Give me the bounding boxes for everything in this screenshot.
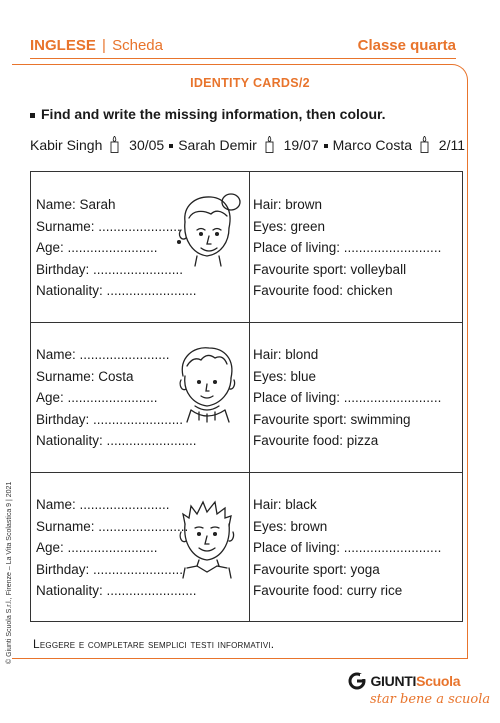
header-divider: | (102, 37, 106, 54)
field-surname: Surname: Costa (36, 368, 134, 384)
subject-text: INGLESE (30, 37, 96, 54)
field-age: Age: ........................ (36, 240, 158, 255)
field-eyes: Eyes: blue (253, 368, 317, 384)
field-sport: Favourite sport: yoga (253, 561, 380, 577)
field-eyes: Eyes: green (253, 218, 326, 234)
field-nationality: Nationality: ........................ (36, 433, 197, 448)
field-hair: Hair: brown (253, 197, 323, 212)
page-title: IDENTITY CARDS/2 (190, 76, 310, 90)
card-right-2 (253, 344, 458, 452)
field-eyes: Eyes: brown (253, 518, 328, 534)
person-item (30, 136, 164, 153)
person-item (333, 136, 465, 153)
header-rule (30, 58, 456, 59)
field-place: Place of living: .......................... (253, 540, 442, 555)
identity-cards-table (30, 171, 463, 622)
field-food: Favourite food: chicken (253, 283, 393, 298)
boy-face-illustration-2 (171, 492, 246, 582)
card-right-1 (253, 194, 458, 302)
field-birthday: Birthday: ........................ (36, 411, 184, 427)
person-name: Kabir Singh (30, 137, 103, 153)
giunti-g-icon (348, 672, 366, 690)
brand-part-b: Scuola (416, 673, 461, 689)
field-name: Name: Sarah (36, 197, 116, 212)
field-birthday: Birthday: ........................ (36, 561, 184, 577)
field-sport: Favourite sport: swimming (253, 411, 411, 427)
brand-name (370, 673, 460, 689)
brand-tagline: star bene a scuola (370, 692, 491, 707)
copyright-notice: © Giunti Scuola S.r.l., Firenze – La Vita Scolastica 9 | 2021 (6, 481, 13, 664)
subject-label (30, 37, 163, 54)
field-hair: Hair: black (253, 497, 317, 512)
field-nationality: Nationality: ........................ (36, 283, 197, 298)
page-header (0, 0, 500, 64)
instruction (30, 106, 386, 122)
sheet-type: Scheda (112, 37, 163, 54)
person-date: 30/05 (129, 137, 165, 153)
person-item (178, 136, 318, 153)
separator-dot (169, 144, 173, 148)
publisher-logo (348, 672, 460, 690)
field-birthday: Birthday: ........................ (36, 261, 184, 277)
person-name: Marco Costa (332, 137, 412, 153)
field-surname: Surname: ...................... (36, 218, 181, 234)
candle-icon (265, 136, 274, 153)
person-date: 2/11 (438, 137, 465, 153)
person-name: Sarah Demir (178, 137, 257, 153)
row-divider (31, 322, 462, 323)
field-age: Age: ........................ (36, 390, 158, 405)
field-food: Favourite food: pizza (253, 433, 379, 448)
people-list (30, 136, 465, 153)
card-right-3 (253, 494, 458, 602)
candle-icon (110, 136, 119, 153)
column-divider (249, 172, 250, 621)
field-name: Name: ........................ (36, 497, 170, 512)
boy-face-illustration (171, 342, 246, 424)
field-hair: Hair: blond (253, 347, 319, 362)
bullet (30, 113, 35, 118)
row-divider (31, 472, 462, 473)
field-age: Age: ........................ (36, 540, 158, 555)
girl-face-illustration (171, 188, 246, 270)
field-surname: Surname: ........................ (36, 518, 189, 534)
instruction-text: Find and write the missing information, then colour. (41, 106, 386, 122)
person-date: 19/07 (283, 137, 319, 153)
field-place: Place of living: .......................... (253, 240, 442, 255)
field-nationality: Nationality: ........................ (36, 583, 197, 598)
candle-icon (420, 136, 429, 153)
field-food: Favourite food: curry rice (253, 583, 403, 598)
brand-part-a: GIUNTI (370, 673, 417, 689)
field-place: Place of living: .......................... (253, 390, 442, 405)
field-sport: Favourite sport: volleyball (253, 261, 407, 277)
field-name: Name: ........................ (36, 347, 170, 362)
separator-dot (324, 144, 328, 148)
learning-objective: Leggere e completare semplici testi informativi. (33, 637, 275, 651)
class-label: Classe quarta (357, 37, 456, 54)
